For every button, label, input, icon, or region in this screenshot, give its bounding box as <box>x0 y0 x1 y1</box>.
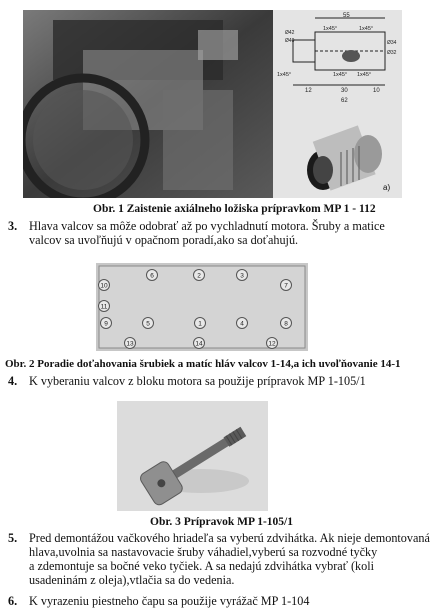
paragraph-line: Hlava valcov sa môže odobrať až po vychladnutí motora. Šruby a matice <box>29 219 385 233</box>
figure-1 <box>23 10 402 198</box>
paragraph-number: 4. <box>8 374 18 388</box>
dim-d40: Ø40 <box>285 38 295 44</box>
figure-1-caption: Obr. 1 Zaistenie axiálneho ložiska prípravkom MP 1 - 112 <box>93 203 376 215</box>
dim-d42: Ø42 <box>285 30 295 36</box>
figure-1-illustration <box>23 10 402 198</box>
dim-55: 55 <box>343 13 350 19</box>
dim-10: 10 <box>373 88 380 94</box>
figure-1-label-a: a) <box>383 183 391 192</box>
paragraph-line: Pred demontážou vačkového hriadeľa sa vyberú zdvihátka. Ak nieje demontovaná <box>29 531 430 545</box>
dim-chamfer-4: 1x45° <box>333 72 348 78</box>
dim-12: 12 <box>305 88 312 94</box>
paragraph-line: K vyrazeniu piestneho čapu sa použije vyrážač MP 1-104 <box>29 594 310 608</box>
dim-chamfer-2: 1x45° <box>359 26 374 32</box>
paragraph-4 <box>8 374 430 390</box>
bolt-number: 2 <box>197 272 201 280</box>
dim-chamfer-3: 1x45° <box>277 72 292 78</box>
bolt-number: 1 <box>198 320 202 328</box>
bolt-number: 5 <box>146 320 150 328</box>
paragraph-line: K vyberaniu valcov z bloku motora sa použije prípravok MP 1-105/1 <box>29 374 366 388</box>
paragraph-5 <box>8 531 430 589</box>
dim-chamfer-1: 1x45° <box>323 26 338 32</box>
bolt-number: 3 <box>240 272 244 280</box>
paragraph-line: a zdemontuje sa bočné veko tyčiek. A sa nedajú zdvihátka vybrať (koli <box>29 559 374 573</box>
tool-photo <box>117 401 268 511</box>
bolt-number: 11 <box>100 303 108 311</box>
paragraph-3 <box>8 219 430 249</box>
cylinder-head-diagram <box>96 263 308 351</box>
dim-30: 30 <box>341 88 348 94</box>
bolt-number: 9 <box>104 320 108 328</box>
figure-3 <box>117 401 268 511</box>
bolt-number: 14 <box>195 340 203 348</box>
dim-d34: Ø34 <box>387 40 397 46</box>
hatched-section <box>342 50 360 62</box>
bolt-number: 8 <box>284 320 288 328</box>
paragraph-line: hlava,uvolnia sa nastavovacie šruby váhadiel,vyberú sa rozvodné tyčky <box>29 545 378 559</box>
figure-3-caption: Obr. 3 Prípravok MP 1-105/1 <box>150 516 294 528</box>
paragraph-number: 6. <box>8 594 18 608</box>
bolt-number: 4 <box>240 320 244 328</box>
bolt-number: 10 <box>100 282 108 290</box>
figure-2-caption: Obr. 2 Poradie doťahovania šrubiek a matíc hláv valcov 1-14,a ich uvoľňovanie 14-1 <box>5 358 401 370</box>
paragraph-6 <box>8 594 430 610</box>
bolt-number: 6 <box>150 272 154 280</box>
dim-chamfer-5: 1x45° <box>357 72 372 78</box>
figure-2 <box>96 263 308 351</box>
bolt-number: 12 <box>268 340 276 348</box>
bolt-number: 7 <box>284 282 288 290</box>
paragraph-line: valcov sa uvoľňujú v opačnom poradí,ako sa doťahujú. <box>29 233 299 247</box>
dim-62: 62 <box>341 98 348 104</box>
paragraph-number: 3. <box>8 219 18 233</box>
dim-d32: Ø32 <box>387 50 397 56</box>
bolt-number: 13 <box>126 340 134 348</box>
paragraph-number: 5. <box>8 531 18 545</box>
paragraph-line: usadeninám z oleja),vtlačia sa do vedenia. <box>29 573 235 587</box>
